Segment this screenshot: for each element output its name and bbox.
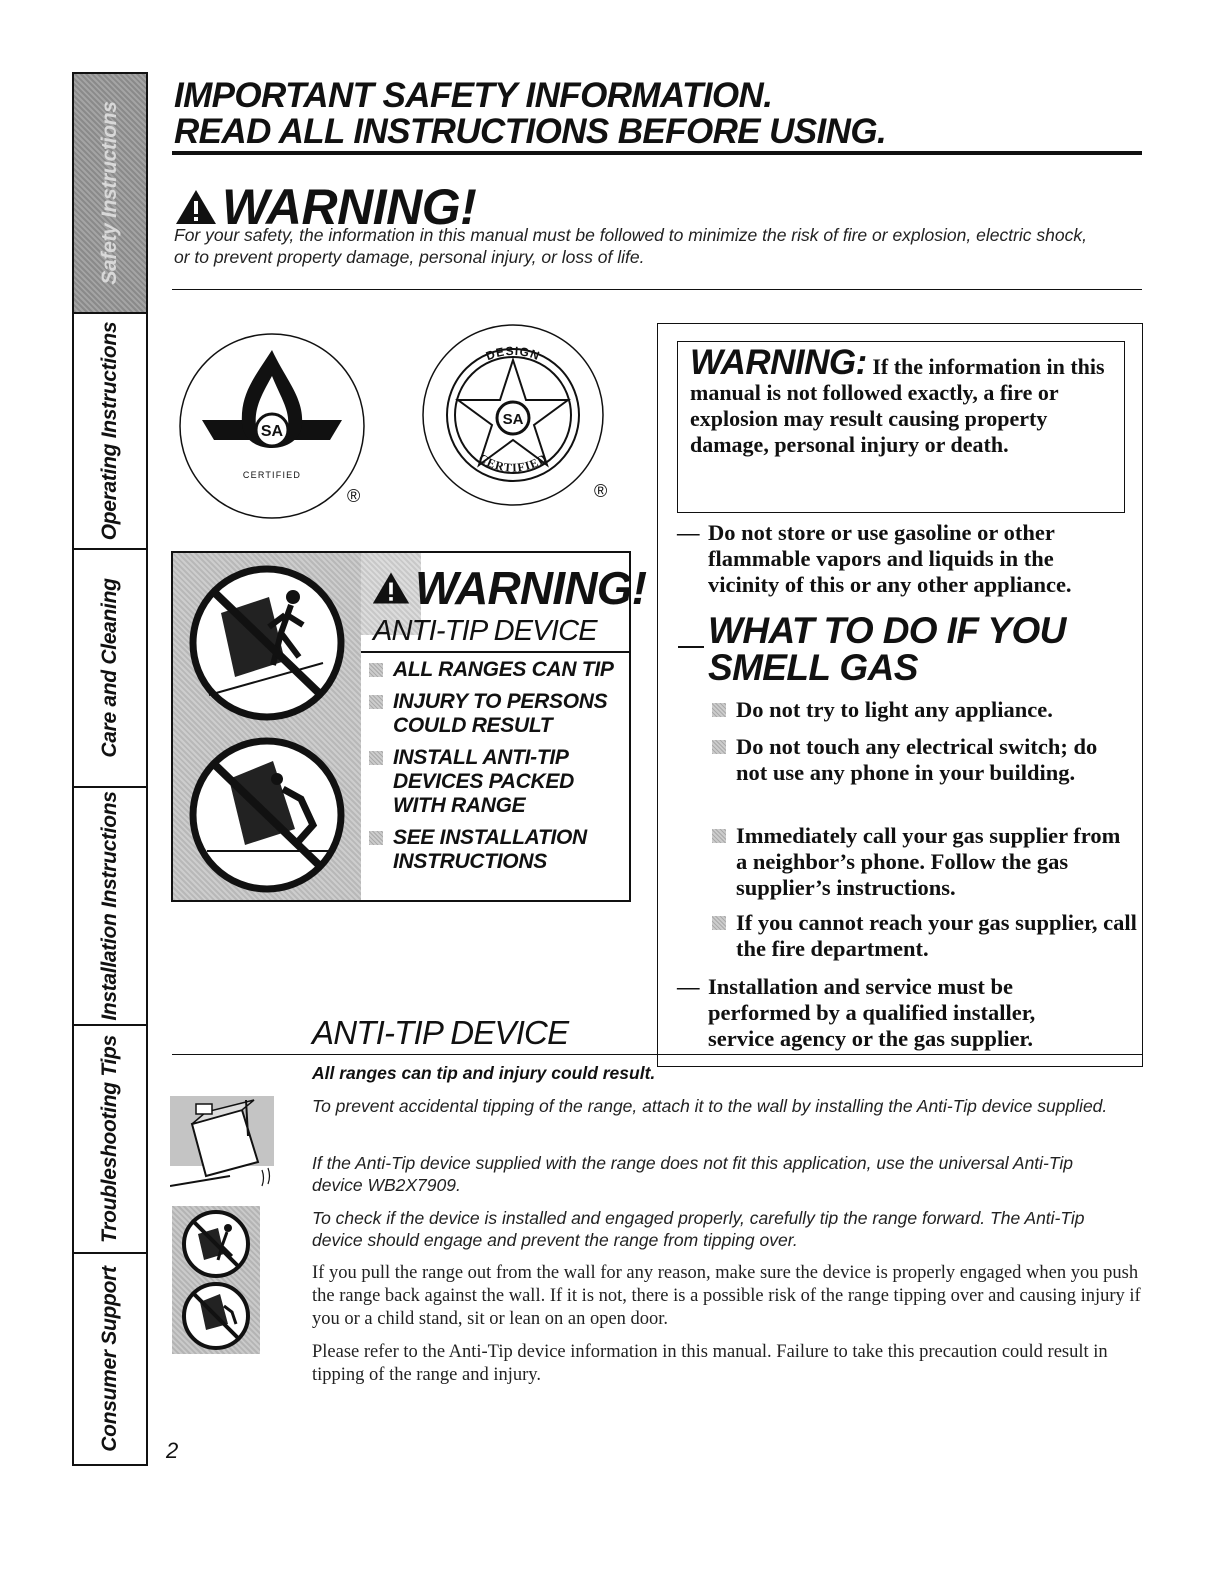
warning-triangle-icon — [174, 188, 218, 226]
design-certified-logo — [420, 322, 606, 508]
tab-label: Installation Instructions — [98, 791, 121, 1021]
gas-warning-inner-box — [677, 341, 1125, 513]
intro-rule — [172, 289, 1142, 290]
tab-label: Safety Instructions — [98, 101, 121, 285]
no-tip-icon — [193, 569, 341, 717]
page-title-line-1: IMPORTANT SAFETY INFORMATION. — [174, 76, 773, 115]
section-tabs — [72, 72, 148, 1466]
bullet-square-icon — [712, 829, 726, 843]
warning-triangle-icon — [371, 570, 411, 606]
smell-gas-heading-line-1: WHAT TO DO IF YOU — [708, 610, 1066, 651]
anti-tip-paragraph: To check if the device is installed and engaged properly, carefully tip the range forward. The Anti-Tip device should engage and prevent the range from tipping over. — [312, 1208, 1085, 1250]
warning-intro: For your safety, the information in this manual must be followed to minimize the risk of fire or explosion, electric shock, or to prevent property damage, personal injury, or loss of life. — [174, 225, 1087, 267]
tab-safety-instructions[interactable] — [74, 74, 146, 314]
gas-warning-body: If the information in this manual is not followed exactly, a fire or explosion may result causing property damage, personal injury or death. — [690, 354, 1105, 457]
gasoline-warning: Do not store or use gasoline or other flammable vapors and liquids in the vicinity of this or any other appliance. — [708, 520, 1072, 597]
anti-tip-warning-box — [171, 551, 647, 902]
tab-troubleshooting-tips[interactable] — [74, 1026, 146, 1254]
bullet-square-icon — [712, 740, 726, 754]
anti-tip-warning-text: WARNING! — [415, 562, 647, 614]
tab-consumer-support[interactable] — [74, 1254, 146, 1464]
tab-label: Operating Instructions — [98, 321, 121, 541]
tab-installation-instructions[interactable] — [74, 788, 146, 1026]
anti-tip-section-title: ANTI-TIP DEVICE — [312, 1014, 569, 1051]
list-item: Do not touch any electrical switch; do not use any phone in your building. — [712, 734, 1116, 786]
anti-tip-illustrations — [173, 553, 361, 900]
anti-tip-icons-panel — [172, 1206, 260, 1354]
anti-tip-warning-heading — [371, 561, 646, 615]
installation-warning: Installation and service must be performed by a qualified installer, service agency or the gas supplier. — [708, 974, 1036, 1051]
page-number: 2 — [166, 1438, 179, 1463]
svg-text:SA: SA — [502, 411, 524, 428]
anti-tip-icons — [172, 1206, 260, 1354]
page-title-line-2: READ ALL INSTRUCTIONS BEFORE USING. — [174, 112, 887, 151]
gas-warning-text — [690, 343, 1120, 458]
smell-gas-heading-line-2: SMELL GAS — [708, 647, 918, 688]
list-item: Do not try to light any appliance. — [712, 697, 1146, 723]
registered-mark: ® — [594, 481, 608, 501]
section-rule — [172, 1054, 1142, 1055]
anti-tip-list — [369, 658, 629, 882]
anti-tip-paragraph: Please refer to the Anti-Tip device information in this manual. Failure to take this precaution could result in tipping of the range and injury. — [312, 1342, 1108, 1385]
bullet-square-icon — [369, 695, 383, 709]
title-rule — [172, 151, 1142, 155]
tab-label: Care and Cleaning — [98, 578, 121, 758]
bullet-square-icon — [712, 703, 726, 717]
gas-warning-word: WARNING: — [690, 343, 867, 382]
list-item: Immediately call your gas supplier from a neighbor’s phone. Follow the gas supplier’s instructions. — [712, 823, 1136, 901]
anti-tip-divider — [361, 651, 629, 653]
bullet-square-icon — [369, 831, 383, 845]
tab-operating-instructions[interactable] — [74, 314, 146, 550]
anti-tip-illustration-panel — [173, 553, 361, 900]
anti-tip-paragraph: If you pull the range out from the wall for any reason, make sure the device is properly engaged when you push the range back against the wall. If it is not, there is a possible risk of the range tipping over and causing injury if you or a child stand, sit or lean on an open door. — [312, 1263, 1141, 1329]
csa-certified-text: CERTIFIED — [242, 470, 302, 480]
svg-text:SA: SA — [260, 423, 284, 440]
list-item: If you cannot reach your gas supplier, call the fire department. — [712, 910, 1146, 962]
range-tipping-illustration — [170, 1096, 274, 1190]
anti-tip-paragraph: If the Anti-Tip device supplied with the range does not fit this application, use the universal Anti-Tip device WB2X7909. — [312, 1153, 1074, 1195]
design-certified-text: CERTIFIED — [476, 450, 550, 475]
dash-mark: — — [677, 520, 700, 545]
list-item: ALL RANGES CAN TIP — [369, 658, 629, 682]
bullet-square-icon — [369, 751, 383, 765]
anti-tip-subheading: ANTI-TIP DEVICE — [373, 615, 597, 647]
list-item: INSTALL ANTI-TIP DEVICES PACKED WITH RANGE — [369, 746, 629, 818]
no-tip-icon — [193, 741, 341, 889]
no-tip-icon — [184, 1284, 248, 1348]
anti-tip-section-subtitle: All ranges can tip and injury could result. — [312, 1063, 656, 1083]
csa-certified-logo — [174, 328, 370, 524]
bullet-square-icon — [369, 663, 383, 677]
tab-care-and-cleaning[interactable] — [74, 550, 146, 788]
anti-tip-paragraph: To prevent accidental tipping of the range, attach it to the wall by installing the Anti-Tip device supplied. — [312, 1096, 1108, 1116]
dash-mark — [678, 646, 704, 648]
gas-warning-box — [657, 323, 1143, 1067]
tab-label: Troubleshooting Tips — [98, 1035, 121, 1243]
design-text: DESIGN — [483, 343, 543, 364]
dash-mark: — — [677, 974, 700, 999]
list-item: SEE INSTALLATION INSTRUCTIONS — [369, 826, 629, 874]
no-tip-icon — [184, 1212, 248, 1276]
bullet-square-icon — [712, 916, 726, 930]
list-item: INJURY TO PERSONS COULD RESULT — [369, 690, 629, 738]
registered-mark: ® — [347, 486, 361, 506]
tab-label: Consumer Support — [98, 1266, 121, 1452]
warning-heading-text: WARNING! — [222, 179, 477, 235]
